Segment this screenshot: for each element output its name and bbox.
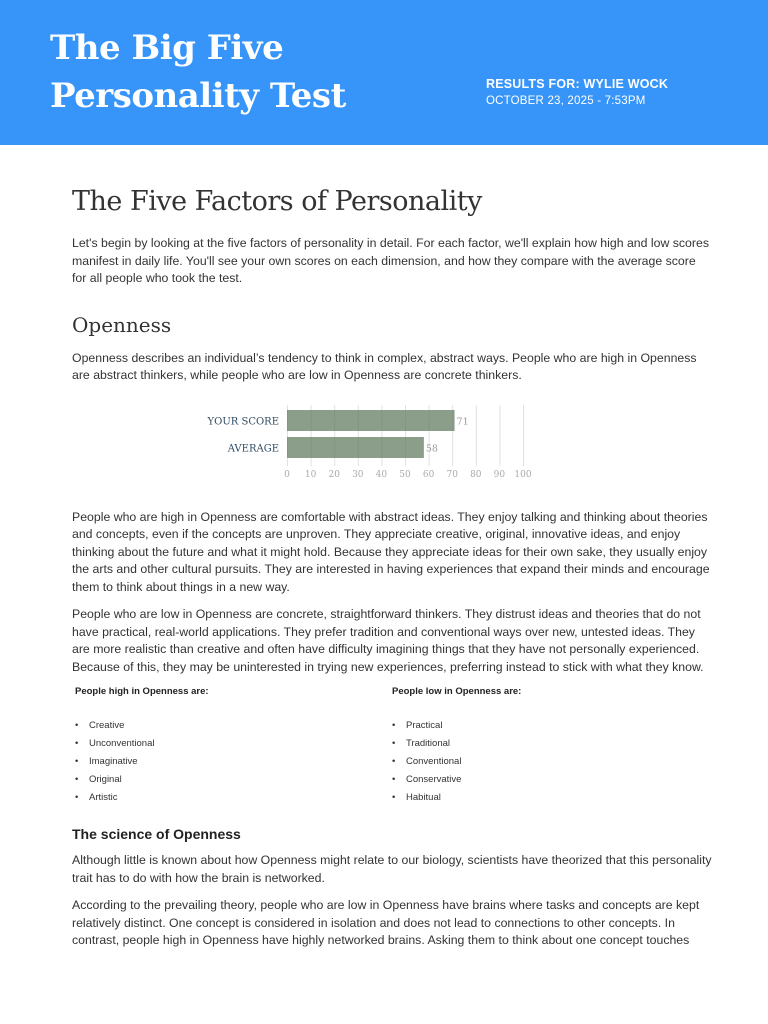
list-item: • Unconventional — [75, 735, 375, 753]
openness-score-chart — [72, 397, 712, 487]
high-traits-heading: People high in Openness are: — [75, 686, 209, 697]
list-item: • Original — [75, 771, 375, 789]
list-item: • Habitual — [392, 789, 692, 807]
tick-label-1: 10 — [304, 469, 317, 480]
science-paragraph-2: According to the prevailing theory, people who are low in Openness have brains where tasks and concepts are kept relatively distinct. One concept is considered in isolation and does not lead to connections to other concepts. In contrast, people high in Openness have highly networked brains. Asking them to think about one concept touches — [72, 898, 700, 947]
category-label-0: YOUR SCORE — [207, 416, 279, 427]
openness-description: Openness describes an individual’s tendency to think in complex, abstract ways. People who are high in Openness are abstract thinkers, while people who are low in Openness are concrete thinkers. — [72, 350, 697, 382]
tick-label-10: 100 — [514, 469, 532, 480]
openness-title: Openness — [72, 312, 172, 337]
value-label-1: 58 — [425, 443, 438, 454]
list-item: • Conservative — [392, 771, 692, 789]
openness-high-paragraph: People who are high in Openness are comfortable with abstract ideas. They enjoy talking and thinking about theories and concepts, even if the concepts are unproven. They appreciate creative, original, innovative ideas, and enjoy thinking about the future and what it might hold. Because they appreciate ideas for their own sake, they usually enjoy the arts and other cultural pursuits. They are interested in having experiences that expand their minds and encourage them to think about things in a new way. — [72, 509, 710, 594]
tick-label-8: 80 — [470, 469, 482, 480]
list-item: • Practical — [392, 717, 692, 735]
high-traits-column — [75, 686, 375, 807]
value-label-0: 71 — [456, 416, 469, 427]
list-item: • Conventional — [392, 753, 692, 771]
tick-label-0: 0 — [284, 469, 290, 480]
low-traits-column — [392, 686, 692, 807]
low-traits-list — [392, 717, 692, 807]
test-title: The Big Five Personality Test — [50, 28, 346, 116]
category-label-1: AVERAGE — [227, 443, 279, 454]
results-for-label: RESULTS FOR: WYLIE WOCK — [486, 77, 669, 91]
tick-label-4: 40 — [375, 469, 388, 480]
score-chart-svg — [72, 397, 712, 487]
section-title: The Five Factors of Personality — [72, 186, 482, 217]
tick-label-2: 20 — [328, 469, 340, 480]
list-item: • Creative — [75, 717, 375, 735]
tick-label-6: 60 — [422, 469, 435, 480]
results-date: OCTOBER 23, 2025 - 7:53PM — [486, 95, 646, 107]
science-paragraph-1: Although little is known about how Openness might relate to our biology, scientists have theorized that this personality trait has to do with how the brain is networked. — [72, 853, 712, 885]
header-banner — [0, 0, 768, 145]
openness-trait-lists — [72, 686, 712, 816]
main-content — [72, 182, 712, 960]
tick-label-3: 30 — [352, 469, 364, 480]
list-item: • Traditional — [392, 735, 692, 753]
low-traits-heading: People low in Openness are: — [392, 686, 522, 697]
openness-low-paragraph: People who are low in Openness are concrete, straightforward thinkers. They distrust ideas and theories that do not have practical, real-world applications. They prefer tradition and conventional ways over new, untested ideas. They are more realistic than creative and often have difficulty imagining things that they have not personally experienced. Because of this, they may be uninterested in trying new experiences, preferring instead to stick with what they know. — [72, 607, 704, 674]
section-intro: Let's begin by looking at the five factors of personality in detail. For each factor, we'll explain how high and low scores manifest in daily life. You'll see your own scores on each dimension, and how they compare with the average score for all people who took the test. — [72, 236, 709, 285]
tick-label-5: 50 — [399, 469, 411, 480]
list-item: • Artistic — [75, 789, 375, 807]
science-title: The science of Openness — [72, 826, 241, 842]
tick-label-9: 90 — [493, 469, 506, 480]
list-item: • Imaginative — [75, 753, 375, 771]
high-traits-list — [75, 717, 375, 807]
bar-1 — [287, 437, 424, 458]
tick-label-7: 70 — [446, 469, 458, 480]
